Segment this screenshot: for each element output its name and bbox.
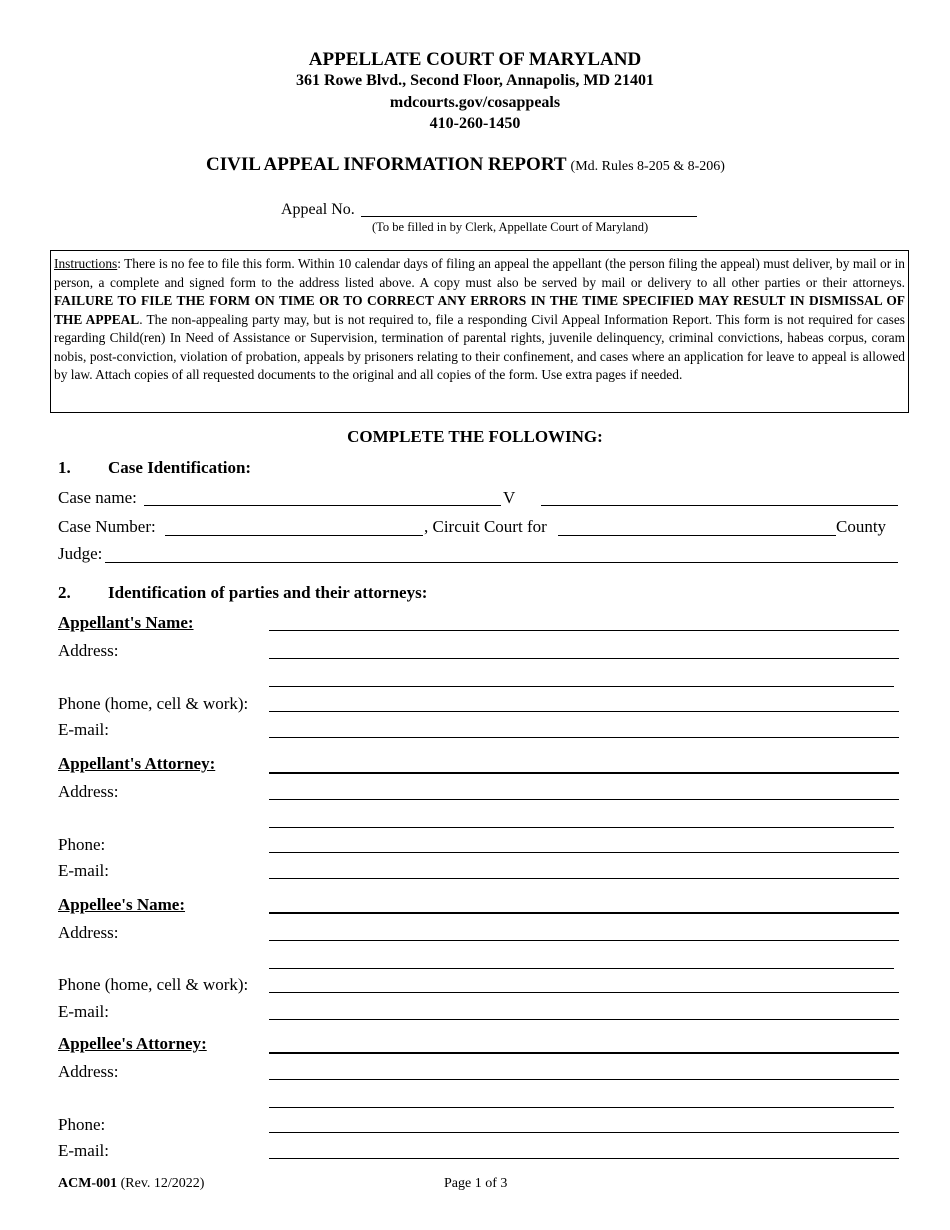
appellant-name-heading: Appellant's Name: (58, 613, 194, 632)
appellee-attorney-address-input-1[interactable] (271, 1061, 897, 1079)
section-2-title: Identification of parties and their attorneys: (108, 583, 428, 602)
appellee-attorney-input[interactable] (271, 1033, 897, 1051)
appellee-attorney-address-label: Address: (58, 1062, 119, 1081)
circuit-court-line (558, 535, 836, 536)
case-number-line (165, 535, 423, 536)
appellant-attorney-address-line-1 (269, 799, 899, 800)
report-rules: (Md. Rules 8-205 & 8-206) (570, 159, 725, 174)
appellant-attorney-phone-input[interactable] (271, 834, 897, 852)
appellant-attorney-email-label: E-mail: (58, 861, 109, 880)
appellant-attorney-phone-line (269, 852, 899, 853)
appellant-attorney-address-input-1[interactable] (271, 781, 897, 799)
form-id (58, 1176, 204, 1192)
appellant-attorney-email-input[interactable] (271, 860, 897, 878)
versus-label: V (503, 488, 516, 507)
case-name-opponent-line (541, 505, 898, 506)
appellant-attorney-address-input-2[interactable] (271, 809, 892, 827)
form-code: ACM-001 (58, 1176, 118, 1191)
appellant-phone-label: Phone (home, cell & work): (58, 694, 249, 713)
appellee-attorney-address-line-1 (269, 1079, 899, 1080)
circuit-court-label: , Circuit Court for (424, 517, 547, 536)
appellee-attorney-email-line (269, 1158, 899, 1159)
appeal-no-input[interactable] (363, 198, 693, 216)
appeal-no-line (361, 216, 697, 217)
appellant-attorney-heading: Appellant's Attorney: (58, 754, 216, 773)
case-number-label: Case Number: (58, 517, 156, 536)
court-name: APPELLATE COURT OF MARYLAND (308, 49, 642, 70)
court-phone: 410-260-1450 (429, 115, 521, 132)
circuit-court-input[interactable] (560, 516, 834, 534)
judge-line (105, 562, 898, 563)
appellee-email-line (269, 1019, 899, 1020)
appellant-email-line (269, 737, 899, 738)
appellant-address-label: Address: (58, 641, 119, 660)
appellant-address-input-2[interactable] (271, 668, 892, 686)
appellant-address-input-1[interactable] (271, 640, 897, 658)
appellant-email-input[interactable] (271, 719, 897, 737)
appellant-phone-input[interactable] (271, 693, 897, 711)
report-title: CIVIL APPEAL INFORMATION REPORT (206, 154, 567, 175)
instructions-label: Instructions (54, 256, 118, 271)
section-1-number: 1. (58, 458, 71, 477)
appellee-attorney-address-input-2[interactable] (271, 1089, 892, 1107)
county-label: County (836, 517, 887, 536)
appellee-address-line-2 (269, 968, 894, 969)
appellee-attorney-phone-input[interactable] (271, 1114, 897, 1132)
appellant-address-line-2 (269, 686, 894, 687)
appellee-attorney-line (269, 1052, 899, 1054)
appellant-address-line-1 (269, 658, 899, 659)
appellant-attorney-address-label: Address: (58, 782, 119, 801)
appellee-attorney-address-line-2 (269, 1107, 894, 1108)
appellee-phone-label: Phone (home, cell & work): (58, 975, 249, 994)
instructions-box (50, 250, 909, 413)
appellee-address-label: Address: (58, 923, 119, 942)
appellant-phone-line (269, 711, 899, 712)
court-website: mdcourts.gov/cosappeals (389, 94, 561, 111)
case-name-input[interactable] (146, 487, 499, 505)
instructions-text-1: : There is no fee to file this form. Within 10 calendar days of filing an appeal the appellant (the person filing the appeal) must deliver, by mail or in person, a complete and signed form to the address listed above. A copy must also be served by mail or delivery to all other parties or their attorneys. (54, 256, 905, 290)
instructions-warning: FAILURE TO FILE THE FORM ON TIME OR TO CORRECT ANY ERRORS IN THE TIME SPECIFIED MAY RESULT IN DISMISSAL OF THE APPEAL (54, 293, 905, 327)
appellee-name-line (269, 912, 899, 914)
appellant-email-label: E-mail: (58, 720, 109, 739)
appellee-address-input-1[interactable] (271, 922, 897, 940)
appellee-attorney-heading: Appellee's Attorney: (58, 1034, 207, 1053)
appellee-address-line-1 (269, 940, 899, 941)
case-name-line (144, 505, 501, 506)
appellee-attorney-phone-line (269, 1132, 899, 1133)
appellant-attorney-address-line-2 (269, 827, 894, 828)
appellee-address-input-2[interactable] (271, 950, 892, 968)
section-1-title: Case Identification: (108, 458, 252, 477)
appellee-attorney-email-input[interactable] (271, 1140, 897, 1158)
page-number: Page 1 of 3 (444, 1176, 508, 1191)
case-name-opponent-input[interactable] (543, 487, 896, 505)
appellant-attorney-phone-label: Phone: (58, 835, 106, 854)
appellee-name-input[interactable] (271, 894, 897, 912)
court-address: 361 Rowe Blvd., Second Floor, Annapolis, MD 21401 (295, 72, 655, 89)
appellee-phone-line (269, 992, 899, 993)
appellant-name-line (269, 630, 899, 631)
appellee-name-heading: Appellee's Name: (58, 895, 186, 914)
section-2-number: 2. (58, 583, 71, 602)
appeal-no-label: Appeal No. (281, 201, 355, 218)
case-number-input[interactable] (167, 516, 421, 534)
appellant-attorney-input[interactable] (271, 753, 897, 771)
appellee-email-input[interactable] (271, 1001, 897, 1019)
appellee-phone-input[interactable] (271, 974, 897, 992)
appeal-no-note: (To be filled in by Clerk, Appellate Court of Maryland) (372, 220, 649, 234)
appellee-attorney-email-label: E-mail: (58, 1141, 109, 1160)
appellee-email-label: E-mail: (58, 1002, 109, 1021)
instructions-text-2: . The non-appealing party may, but is not required to, file a responding Civil Appeal Information Report. This form is not required for cases regarding Child(ren) In Need of Assistance or Supervision, termination of parental rights, juvenile delinquency, criminal convictions, habeas corpus, coram nobis, post-conviction, violation of probation, appeals by prisoners relating to their confinement, and cases where an application for leave to appeal is allowed by law. Attach copies of all requested documents to the original and all copies of the form. Use extra pages if needed. (54, 311, 906, 382)
case-name-label: Case name: (58, 488, 137, 507)
appellee-attorney-phone-label: Phone: (58, 1115, 106, 1134)
report-title-row (206, 154, 725, 176)
appellant-name-input[interactable] (271, 612, 897, 630)
judge-input[interactable] (107, 543, 896, 561)
judge-label: Judge: (58, 544, 103, 563)
form-revision: (Rev. 12/2022) (120, 1176, 205, 1191)
complete-heading: COMPLETE THE FOLLOWING: (347, 427, 603, 446)
appellant-attorney-line (269, 772, 899, 774)
appellant-attorney-email-line (269, 878, 899, 879)
